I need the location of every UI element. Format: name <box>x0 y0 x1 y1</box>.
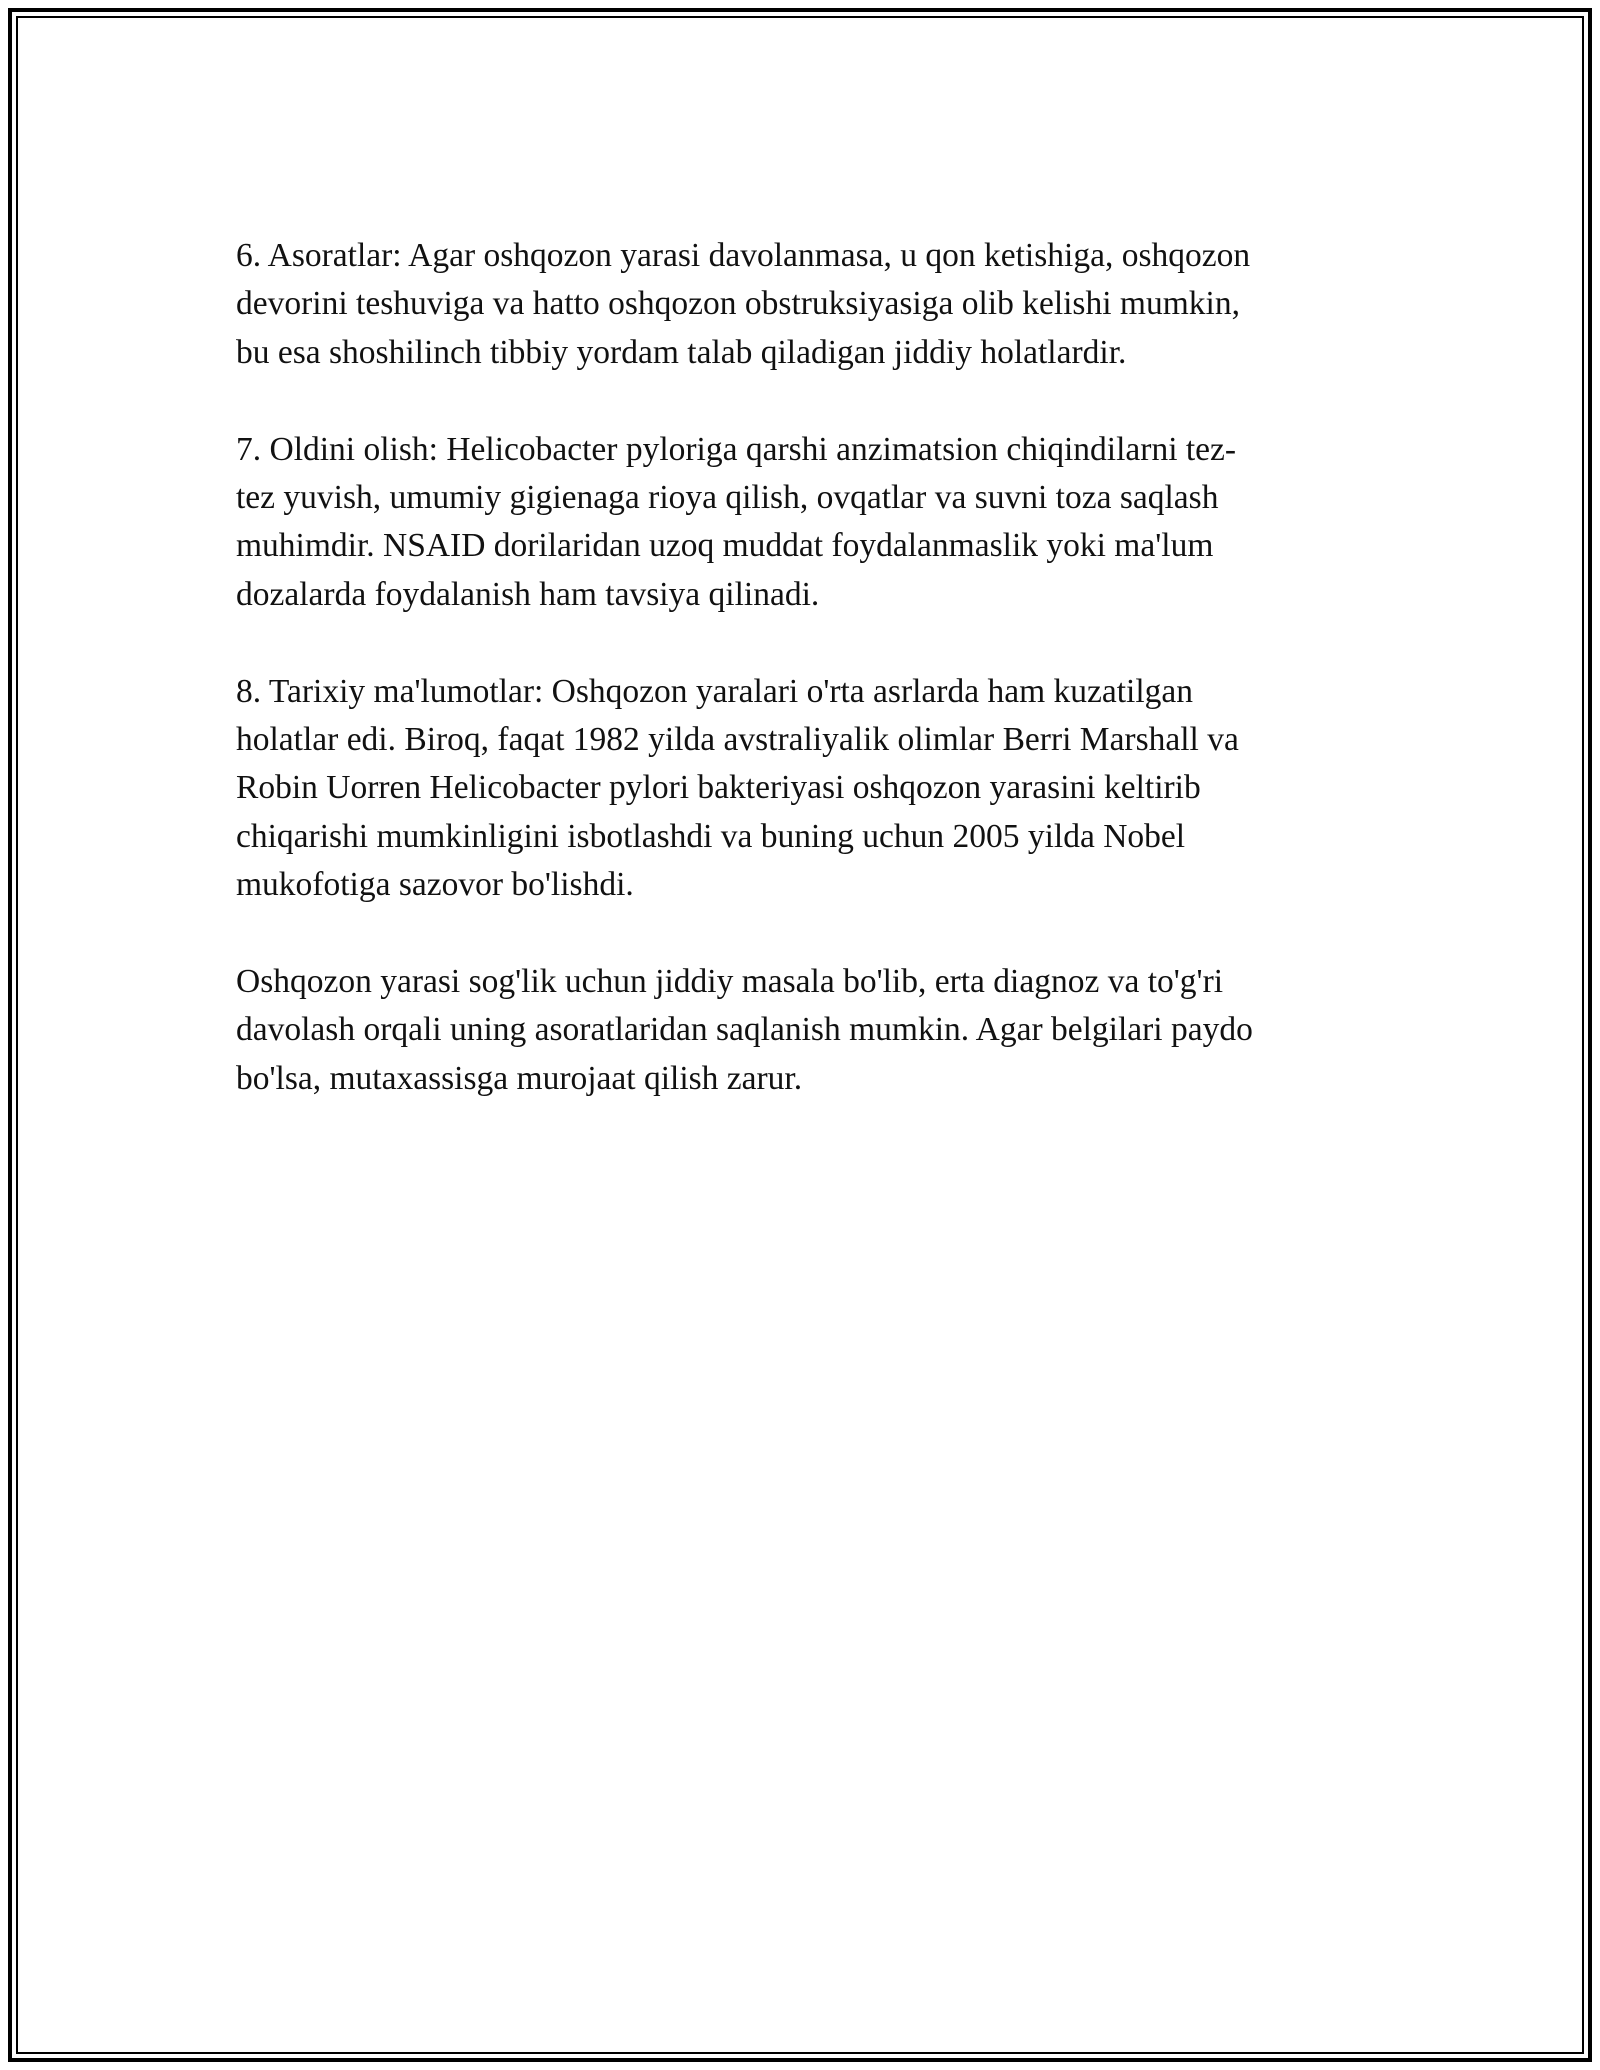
paragraph-complications: 6. Asoratlar: Agar oshqozon yarasi davolanmasa, u qon ketishiga, oshqozon devorini teshuviga va hatto oshqozon obstruksiyasiga olib kelishi mumkin, bu esa shoshilinch tibbiy yordam talab qiladigan jiddiy holatlardir. <box>236 237 1251 371</box>
paragraph-prevention: 7. Oldini olish: Helicobacter pyloriga qarshi anzimatsion chiqindilarni tez- tez yuvish, umumiy gigienaga rioya qilish, ovqatlar va suvni toza saqlash muhimdir. NSAID dorilaridan uzoq muddat foydalanmaslik yoki ma'lum dozalarda foydalanish ham tavsiya qilinadi. <box>236 430 1237 613</box>
paragraph-conclusion: Oshqozon yarasi sog'lik uchun jiddiy masala bo'lib, erta diagnoz va to'g'ri davolash orqali uning asoratlaridan saqlanish mumkin. Agar belgilari paydo bo'lsa, mutaxassisga murojaat qilish zarur. <box>236 963 1253 1097</box>
document-body <box>236 232 1376 1152</box>
paragraph-history: 8. Tarixiy ma'lumotlar: Oshqozon yaralari o'rta asrlarda ham kuzatilgan holatlar edi. Biroq, faqat 1982 yilda avstraliyalik olimlar Berri Marshall va Robin Uorren Helicobacter pylori bakteriyasi oshqozon yarasini keltirib chiqarishi mumkinligini isbotlashdi va buning uchun 2005 yilda Nobel mukofotiga sazovor bo'lishdi. <box>236 672 1239 904</box>
